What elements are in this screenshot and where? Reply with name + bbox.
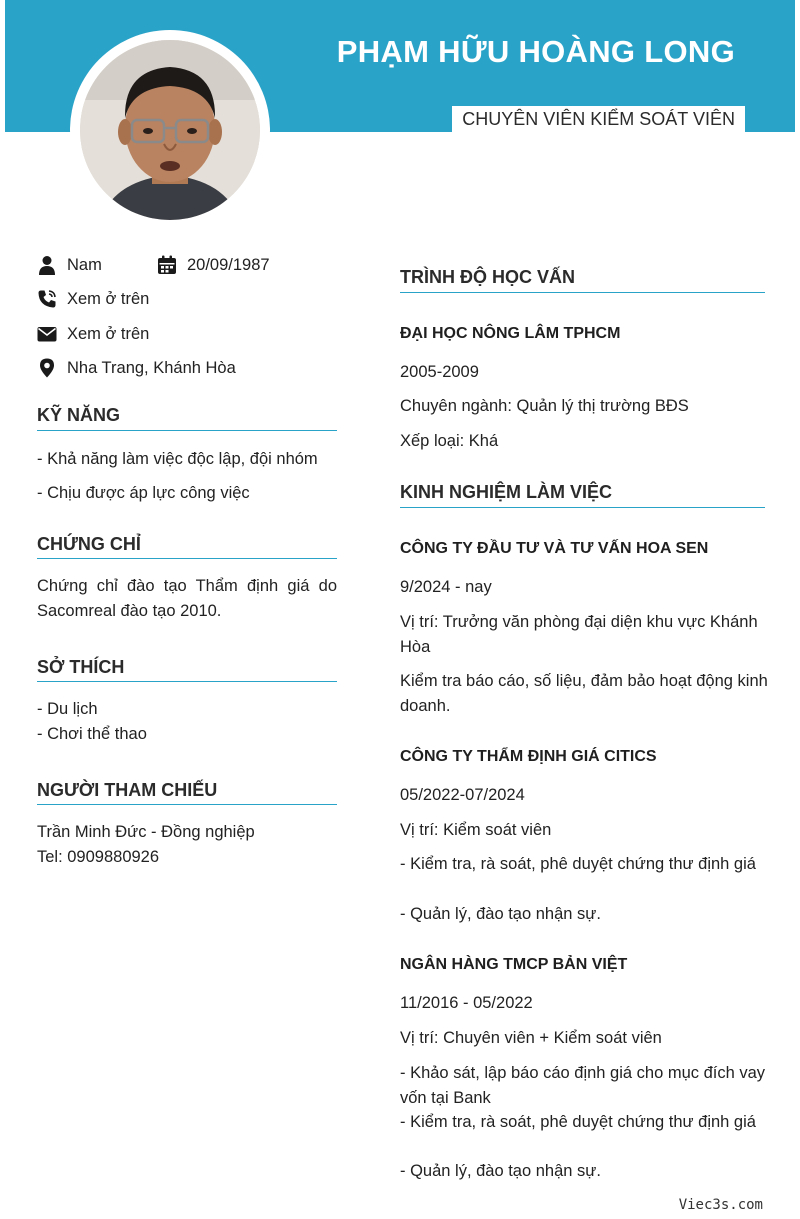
hobbies-item: - Chơi thể thao <box>37 725 147 743</box>
hobbies-divider <box>37 681 337 682</box>
birthdate-row <box>157 255 270 275</box>
address-value: Nha Trang, Khánh Hòa <box>67 358 236 377</box>
address-row <box>37 358 236 378</box>
skills-item: - Chịu được áp lực công việc <box>37 484 250 502</box>
experience-divider <box>400 507 765 508</box>
gender-row <box>37 255 102 275</box>
job-position: Vị trí: Trưởng văn phòng đại diện khu vực Khánh Hòa <box>400 613 758 656</box>
job-period: 11/2016 - 05/2022 <box>400 994 533 1012</box>
job-company: CÔNG TY ĐẦU TƯ VÀ TƯ VẤN HOA SEN <box>400 540 709 557</box>
job-company: NGÂN HÀNG TMCP BẢN VIỆT <box>400 956 628 973</box>
reference-line: Tel: 0909880926 <box>37 848 160 866</box>
job-period: 05/2022-07/2024 <box>400 786 525 804</box>
job-detail: - Kiểm tra, rà soát, phê duyệt chứng thư định giá <box>400 1113 756 1131</box>
job-title: CHUYÊN VIÊN KIỂM SOÁT VIÊN <box>452 106 745 132</box>
education-major: Chuyên ngành: Quản lý thị trường BĐS <box>400 397 689 415</box>
school-name: ĐẠI HỌC NÔNG LÂM TPHCM <box>400 325 621 342</box>
certificates-title: CHỨNG CHỈ <box>37 534 141 554</box>
avatar <box>80 40 260 220</box>
phone-icon <box>37 289 57 309</box>
email-value: Xem ở trên <box>67 324 150 343</box>
job-detail: - Kiểm tra, rà soát, phê duyệt chứng thư định giá <box>400 855 756 873</box>
references-title: NGƯỜI THAM CHIẾU <box>37 780 218 800</box>
calendar-icon <box>157 255 177 275</box>
profile-photo <box>80 40 260 220</box>
education-grade: Xếp loại: Khá <box>400 432 499 450</box>
phone-row <box>37 289 149 309</box>
gender-value: Nam <box>67 255 102 274</box>
map-pin-icon <box>37 358 57 378</box>
avatar-frame <box>70 30 270 230</box>
email-row <box>37 324 149 344</box>
job-detail: - Quản lý, đào tạo nhận sự. <box>400 905 601 923</box>
education-period: 2005-2009 <box>400 363 479 381</box>
job-detail: - Quản lý, đào tạo nhận sự. <box>400 1162 601 1180</box>
skills-divider <box>37 430 337 431</box>
job-period: 9/2024 - nay <box>400 578 492 596</box>
certificates-divider <box>37 558 337 559</box>
envelope-icon <box>37 324 57 344</box>
skills-item: - Khả năng làm việc độc lập, đội nhóm <box>37 450 318 468</box>
references-divider <box>37 804 337 805</box>
certificates-text: Chứng chỉ đào tạo Thẩm định giá do Sacomreal đào tạo 2010. <box>37 577 337 620</box>
phone-value: Xem ở trên <box>67 289 150 308</box>
candidate-name: PHẠM HỮU HOÀNG LONG <box>336 34 735 69</box>
job-detail: - Khảo sát, lập báo cáo định giá cho mục đích vay vốn tại Bank <box>400 1064 766 1107</box>
hobbies-title: SỞ THÍCH <box>37 657 125 677</box>
hobbies-item: - Du lịch <box>37 700 98 718</box>
experience-title: KINH NGHIỆM LÀM VIỆC <box>400 482 613 502</box>
skills-title: KỸ NĂNG <box>37 405 121 425</box>
job-position: Vị trí: Chuyên viên + Kiểm soát viên <box>400 1029 662 1047</box>
reference-line: Trần Minh Đức - Đồng nghiệp <box>37 823 255 841</box>
site-watermark: Viec3s.com <box>678 1197 763 1213</box>
education-divider <box>400 292 765 293</box>
birthdate-value: 20/09/1987 <box>187 255 270 274</box>
job-detail: Kiểm tra báo cáo, số liệu, đảm bảo hoạt động kinh doanh. <box>400 672 768 715</box>
job-position: Vị trí: Kiểm soát viên <box>400 821 552 839</box>
education-title: TRÌNH ĐỘ HỌC VẤN <box>400 267 575 287</box>
job-company: CÔNG TY THẨM ĐỊNH GIÁ CITICS <box>400 748 657 765</box>
person-icon <box>37 255 57 275</box>
